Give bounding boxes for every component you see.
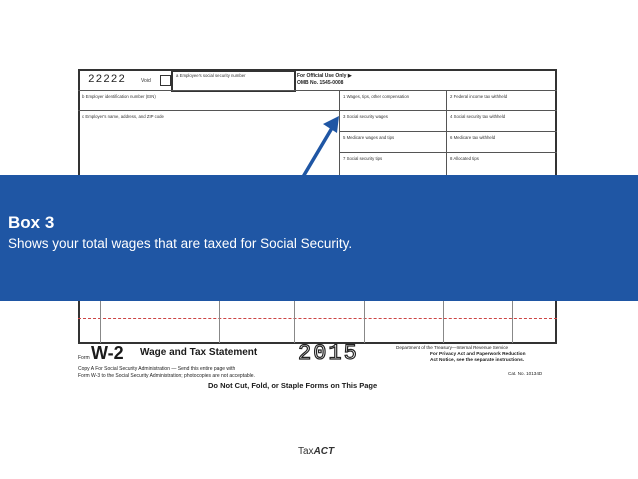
copy-a-line-2: Form W-3 to the Social Security Administration; photocopies are not acceptable. [78, 373, 255, 379]
column-divider-2 [446, 90, 447, 175]
form-footer [78, 341, 557, 395]
form-left-border [78, 69, 80, 175]
form-name: W-2 [91, 343, 124, 363]
official-use-text [297, 73, 352, 86]
callout-banner [0, 175, 638, 301]
row-3-divider [339, 131, 557, 132]
box-1-label: 1 Wages, tips, other compensation [343, 94, 409, 99]
row-5-divider [339, 152, 557, 153]
void-label: Void [141, 78, 151, 84]
form-label: Form [78, 355, 90, 361]
do-not-cut: Do Not Cut, Fold, or Staple Forms on This Page [208, 381, 378, 390]
lower-left-border [78, 301, 80, 344]
cat-number: Cat. No. 10134D [508, 371, 543, 376]
lower-right-border [555, 301, 557, 344]
brand-act: ACT [313, 446, 335, 457]
taxact-logo [298, 446, 334, 457]
control-code: 22222 [88, 74, 127, 86]
lower-col-6 [512, 301, 513, 343]
void-checkbox[interactable] [160, 75, 171, 86]
dept-text: Department of the Treasury—Internal Revenue Service [396, 345, 509, 350]
column-divider-1 [339, 90, 340, 175]
box-a-label: a Employee's social security number [176, 73, 246, 78]
box-5-label: 5 Medicare wages and tips [343, 135, 395, 140]
box-6-label: 6 Medicare tax withheld [450, 135, 496, 140]
brand-tax: Tax [298, 446, 314, 457]
box-c-label: c Employer's name, address, and ZIP code [82, 114, 164, 119]
box-8-label: 8 Allocated tips [450, 156, 479, 161]
omb-number: OMB No. 1545-0008 [297, 79, 344, 86]
form-right-border [555, 69, 557, 175]
lower-row-divider [78, 318, 557, 320]
privacy-line-1: For Privacy Act and Paperwork Reduction [430, 352, 526, 357]
callout-title: Box 3 [8, 213, 55, 232]
lower-col-1 [100, 301, 101, 343]
box-4-label: 4 Social security tax withheld [450, 114, 506, 119]
form-title: Wage and Tax Statement [140, 347, 258, 358]
row-b-divider [78, 110, 557, 111]
privacy-line-2: Act Notice, see the separate instructions. [430, 358, 525, 363]
box-b-label: b Employer identification number (EIN) [82, 94, 156, 99]
copy-a-line-1: Copy A For Social Security Administration — Send this entire page with [78, 366, 236, 372]
row1-divider [78, 90, 557, 91]
form-top-border [78, 69, 557, 71]
lower-col-4 [364, 301, 365, 343]
lower-col-3 [294, 301, 295, 343]
box-3-label: 3 Social security wages [343, 114, 388, 119]
box-2-label: 2 Federal income tax withheld [450, 94, 508, 99]
form-year: 2015 [298, 341, 359, 366]
lower-col-2 [219, 301, 220, 343]
callout-description: Shows your total wages that are taxed for Social Security. [8, 236, 353, 251]
box-7-label: 7 Social security tips [343, 156, 383, 161]
lower-col-5 [443, 301, 444, 343]
official-use-label: For Official Use Only ▶ [297, 73, 352, 79]
